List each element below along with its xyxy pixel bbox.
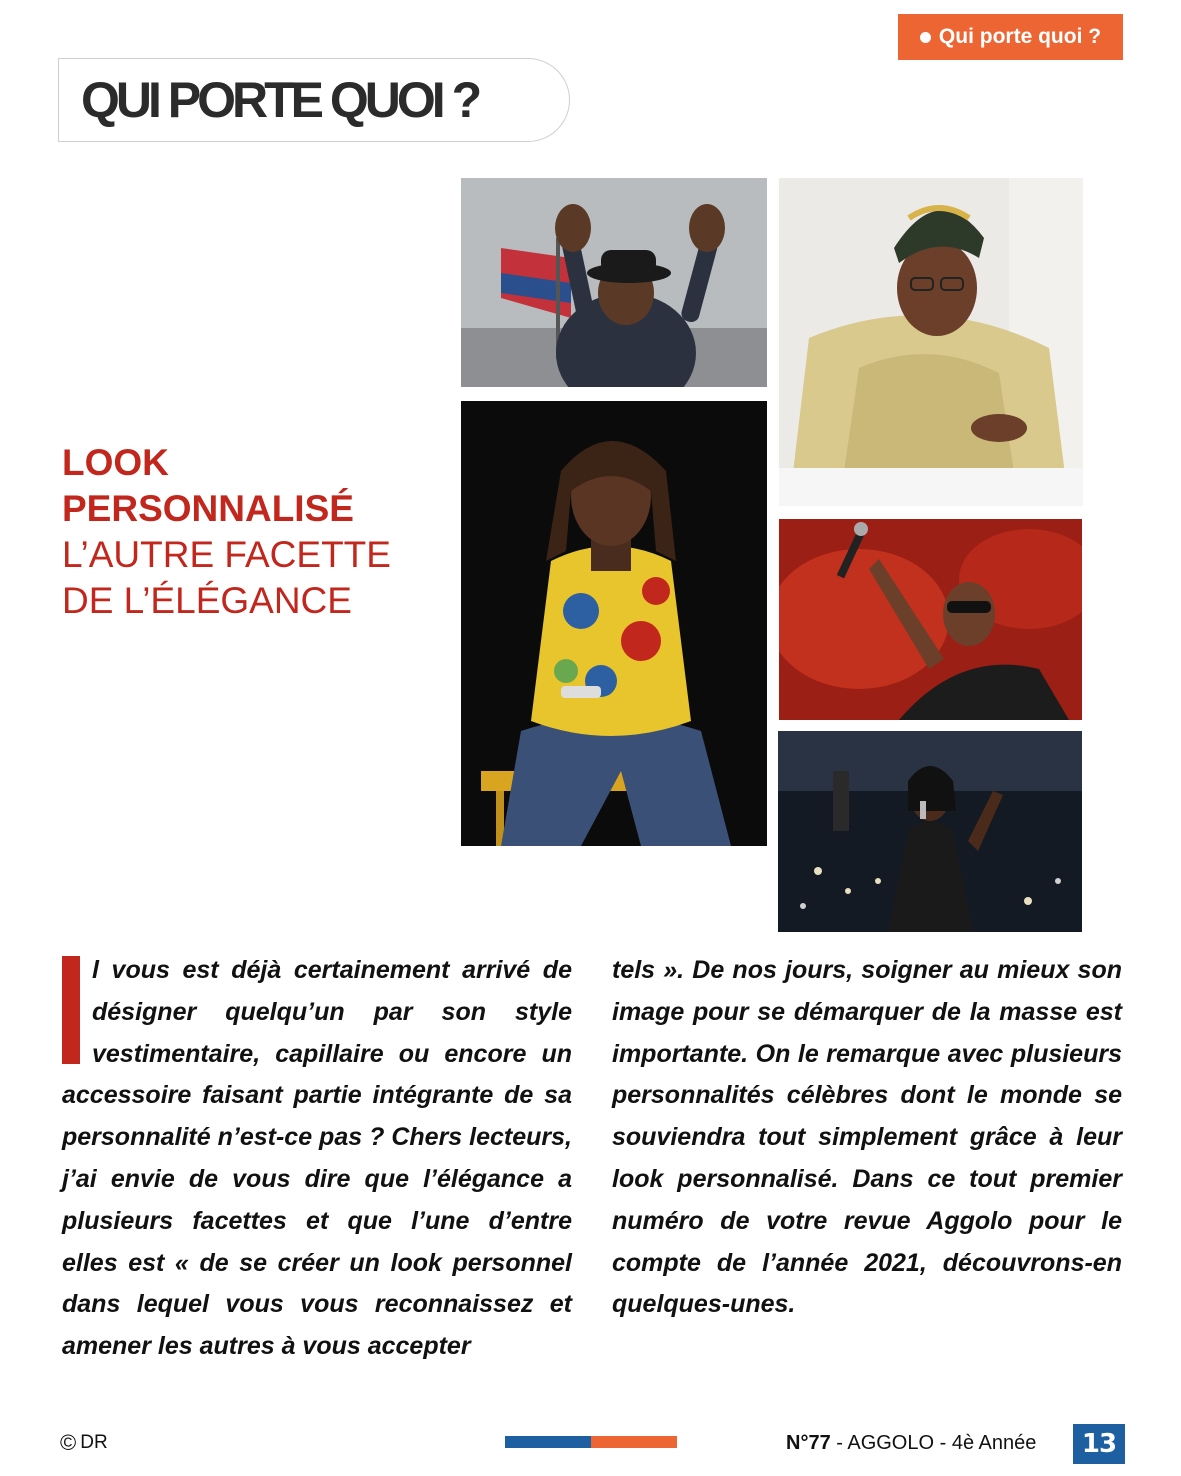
dropcap [62,956,80,1064]
photo-man-waving [461,178,767,387]
article-column-right [612,950,1122,1326]
photo-woman-singing [778,731,1082,932]
article-text-left: l vous est déjà certainement arrivé de désigner quelqu’un par son style vestimentaire, capillaire ou encore un accessoire faisant partie intégrante de sa personnalité n’est-ce pas ? Chers lecteurs, j’ai envie de vous dire que l’élégance a plusieurs facettes et que l’une d’entre elles est « de se créer un look personnel dans lequel vous vous reconnaissez et amener les autres à vous accepter [62,956,572,1361]
publication-name: - AGGOLO - 4è Année [830,1432,1037,1454]
issue-info [786,1432,1036,1455]
photo-woman-sitting [461,401,767,846]
issue-number: N°77 [786,1432,831,1454]
article-column-left [62,950,572,1368]
section-tag-label: Qui porte quoi ? [938,25,1102,48]
section-tag [898,14,1123,60]
credit-label: DR [80,1432,108,1453]
page-title: QUI PORTE QUOI ? [81,72,479,128]
copyright-icon: © [60,1430,77,1455]
page-number: 13 [1073,1424,1125,1464]
bullet-icon [920,32,931,43]
photo-man-traditional [779,178,1083,506]
article-text-right: tels ». De nos jours, soigner au mieux son image pour se démarquer de la masse est importante. On le remarque avec plusieurs personnalités célèbres dont le monde se souviendra tout simplement grâce à leur look personnalisé. Dans ce tout premier numéro de votre revue Aggolo pour le compte de l’année 2021, découvrons-en quelques-unes. [612,956,1122,1319]
photo-man-microphone [779,519,1082,720]
footer-bar-orange [591,1436,677,1448]
headline [62,440,442,624]
headline-line-2: PERSONNALISÉ [62,488,354,529]
photo-credit [60,1430,108,1456]
headline-line-4: DE L’ÉLÉGANCE [62,580,352,621]
headline-line-3: L’AUTRE FACETTE [62,534,391,575]
headline-line-1: LOOK [62,442,169,483]
footer-bar-blue [505,1436,591,1448]
title-box [58,58,570,142]
